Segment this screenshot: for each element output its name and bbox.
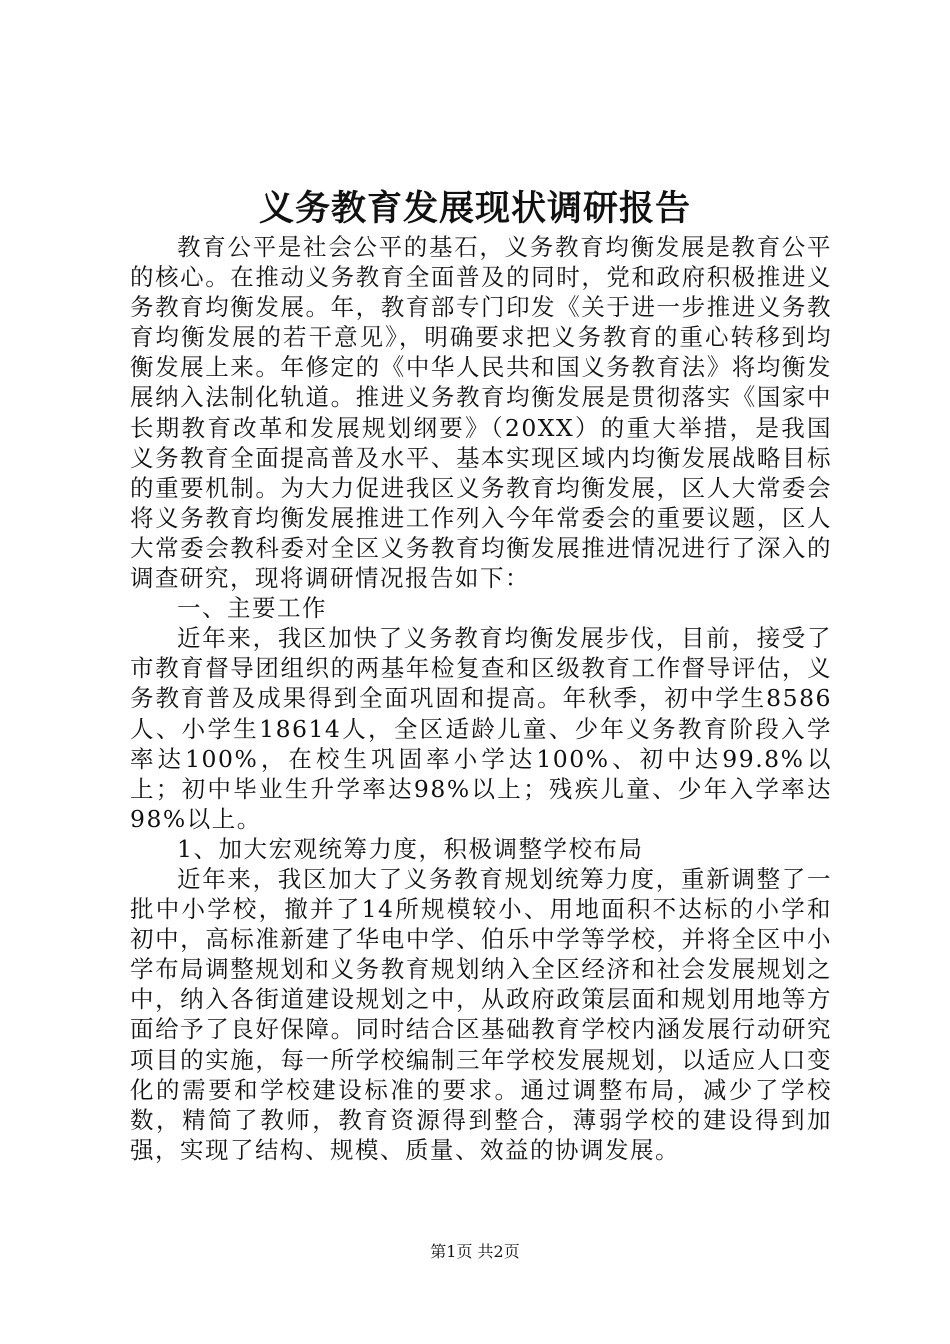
paragraph-intro: 教育公平是社会公平的基石，义务教育均衡发展是教育公平的核心。在推动义务教育全面普及的同时，党和政府积极推进义务教育均衡发展。年，教育部专门印发《关于进一步推进义务教育均衡发展的若干意见》，明确要求把义务教育的重心转移到均衡发展上来。年修定的《中华人民共和国义务教育法》将均衡发展纳入法制化轨道。推进义务教育均衡发展是贯彻落实《国家中长期教育改革和发展规划纲要》（20XX）的重大举措，是我国义务教育全面提高普及水平、基本实现区域内均衡发展战略目标的重要机制。为大力促进我区义务教育均衡发展，区人大常委会将义务教育均衡发展推进工作列入今年常委会的重要议题，区人大常委会教科委对全区义务教育均衡发展推进情况进行了深入的调查研究，现将调研情况报告如下： xyxy=(130,233,832,593)
document-body xyxy=(130,232,832,1165)
paragraph-layout: 近年来，我区加大了义务教育规划统筹力度，重新调整了一批中小学校，撤并了14所规模较小、用地面积不达标的小学和初中，高标准新建了华电中学、伯乐中学等学校，并将全区中小学布局调整规划和义务教育规划纳入全区经济和社会发展规划之中，纳入各街道建设规划之中，从政府政策层面和规划用地等方面给予了良好保障。同时结合区基础教育学校内涵发展行动研究项目的实施，每一所学校编制三年学校发展规划，以适应人口变化的需要和学校建设标准的要求。通过调整布局，减少了学校数，精简了教师，教育资源得到整合，薄弱学校的建设得到加强，实现了结构、规模、质量、效益的协调发展。 xyxy=(130,864,832,1164)
section-heading-main-work: 一、主要工作 xyxy=(177,594,327,623)
page-footer: 第1页 共2页 xyxy=(430,1242,520,1261)
document-title: 义务教育发展现状调研报告 xyxy=(258,188,691,229)
paragraph-main-work: 近年来，我区加快了义务教育均衡发展步伐，目前，接受了市教育督导团组织的两基年检复查和区级教育工作督导评估，义务教育普及成果得到全面巩固和提高。年秋季，初中学生8586人、小学生18614人，全区适龄儿童、少年义务教育阶段入学率达100%，在校生巩固率小学达100%、初中达99.8%以上；初中毕业生升学率达98%以上；残疾儿童、少年入学率达98%以上。 xyxy=(130,624,832,833)
subsection-heading-layout: 1、加大宏观统筹力度，积极调整学校布局 xyxy=(177,834,644,863)
